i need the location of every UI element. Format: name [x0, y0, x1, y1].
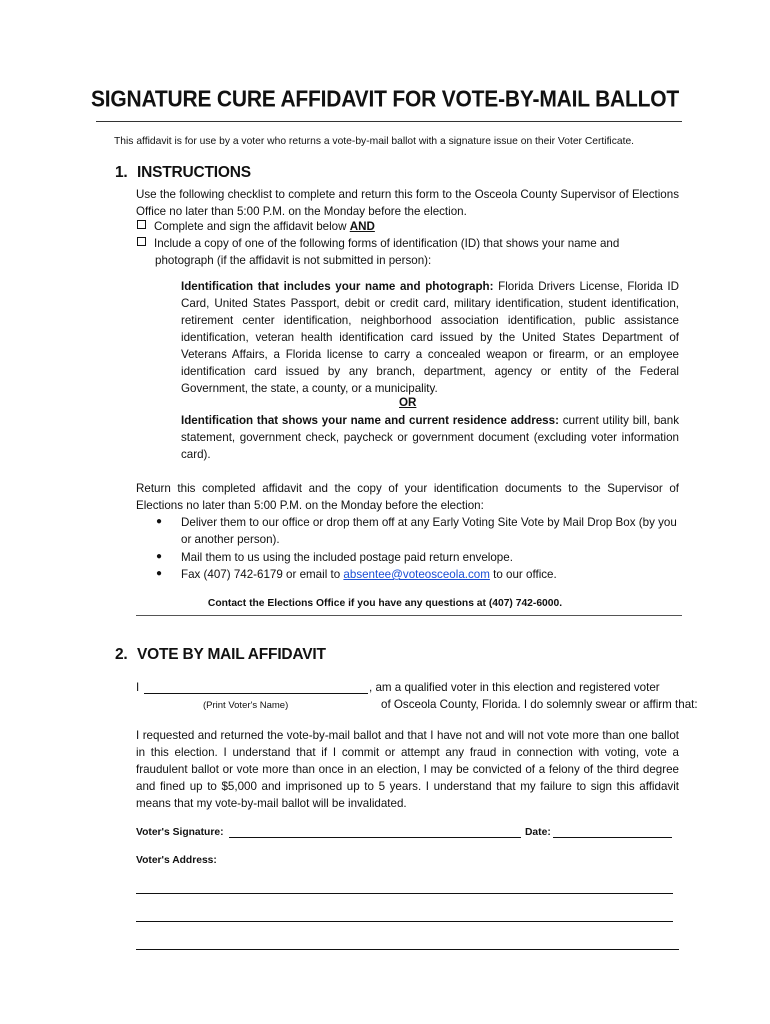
oath-paragraph: I requested and returned the vote-by-mail ballot and that I have not and will not vote more than one ballot in this election. I understand that if I commit or attempt any fraud in connection with voting, vote a fraudulent ballot or vote more than once in an election, I may be convicted of a felony of the third degree and fined up to $5,000 and imprisoned up to 5 years. I understand that my failure to sign this affidavit means that my vote-by-mail ballot will be invalidated. — [136, 729, 679, 810]
id-photo-label: Identification that includes your name and photograph: — [181, 280, 494, 293]
address-line-1[interactable] — [136, 893, 673, 894]
bullet-marker: ● — [156, 516, 163, 527]
address-line-2[interactable] — [136, 921, 673, 922]
section-1-number: 1. — [115, 164, 128, 181]
signature-label: Voter's Signature: — [136, 827, 224, 838]
email-link[interactable]: absentee@voteosceola.com — [343, 568, 490, 581]
section-2-title: VOTE BY MAIL AFFIDAVIT — [137, 646, 326, 663]
contact-line: Contact the Elections Office if you have any questions at (407) 742-6000. — [207, 598, 563, 609]
qualified-text: , am a qualified voter in this election and registered voter — [369, 681, 660, 694]
section-2-number: 2. — [115, 646, 128, 663]
checklist-item-sign — [137, 220, 375, 233]
fax-text: Fax (407) 742-6179 or email to — [181, 568, 341, 581]
section-2-heading — [115, 646, 326, 664]
date-field[interactable] — [553, 837, 672, 838]
intro-text: This affidavit is for use by a voter who returns a vote-by-mail ballot with a signature issue on their Voter Certificate. — [114, 136, 635, 147]
section-1-title: INSTRUCTIONS — [137, 164, 251, 181]
voter-name-field[interactable] — [144, 693, 368, 694]
id-photo-block — [181, 278, 679, 397]
id-address-block — [181, 412, 679, 463]
checkbox-sign[interactable] — [137, 220, 146, 229]
checklist-and: AND — [349, 220, 375, 233]
bullet-marker: ● — [156, 551, 163, 562]
page-title: SIGNATURE CURE AFFIDAVIT FOR VOTE-BY-MAIL BALLOT — [90, 87, 680, 112]
signature-field[interactable] — [229, 837, 521, 838]
or-separator: OR — [399, 396, 417, 409]
bullet-fax-email — [181, 566, 681, 583]
checklist-id-text-cont: photograph (if the affidavit is not submitted in person): — [155, 254, 432, 267]
address-line-3[interactable] — [136, 949, 679, 950]
fax-text-end: to our office. — [493, 568, 557, 581]
title-divider — [96, 121, 682, 122]
id-photo-text: Florida Drivers License, Florida ID Card, United States Passport, debit or credit card, military identification, student identification, retirement center identification, neighborhood association identification, public assistance identification, veteran health identification card issued by the United States Department of Veterans Affairs, a Florida license to carry a concealed weapon or firearm, or an employee identification card issued by any branch, department, agency or entity of the Federal Government, the state, a county, or a municipality. — [181, 280, 680, 395]
checkbox-id[interactable] — [137, 237, 146, 246]
bullet-deliver: Deliver them to our office or drop them off at any Early Voting Site Vote by Mail Drop Box (by you or another person). — [181, 516, 677, 546]
id-address-text: current utility bill, bank statement, government check, paycheck or government document (excluding voter information card). — [181, 414, 679, 461]
county-text: of Osceola County, Florida. I do solemnly swear or affirm that: — [381, 698, 698, 711]
checklist-item-id — [137, 237, 619, 250]
checklist-id-text: Include a copy of one of the following forms of identification (ID) that shows your name and — [154, 237, 620, 250]
bullet-marker: ● — [156, 568, 163, 579]
section-1-heading — [115, 164, 251, 182]
section-divider — [136, 615, 682, 616]
checklist-sign-text: Complete and sign the affidavit below — [154, 220, 347, 233]
bullet-mail: Mail them to us using the included postage paid return envelope. — [181, 551, 513, 564]
date-label: Date: — [525, 827, 551, 838]
return-paragraph: Return this completed affidavit and the copy of your identification documents to the Supervisor of Elections no later than 5:00 P.M. on the Monday before the election: — [136, 482, 679, 512]
id-address-label: Identification that shows your name and current residence address: — [181, 414, 559, 427]
instructions-paragraph: Use the following checklist to complete and return this form to the Osceola County Supervisor of Elections Office no later than 5:00 P.M. on the Monday before the election. — [136, 188, 679, 218]
i-label: I — [136, 681, 140, 694]
print-name-caption: (Print Voter's Name) — [203, 700, 289, 711]
address-label: Voter's Address: — [136, 855, 217, 866]
